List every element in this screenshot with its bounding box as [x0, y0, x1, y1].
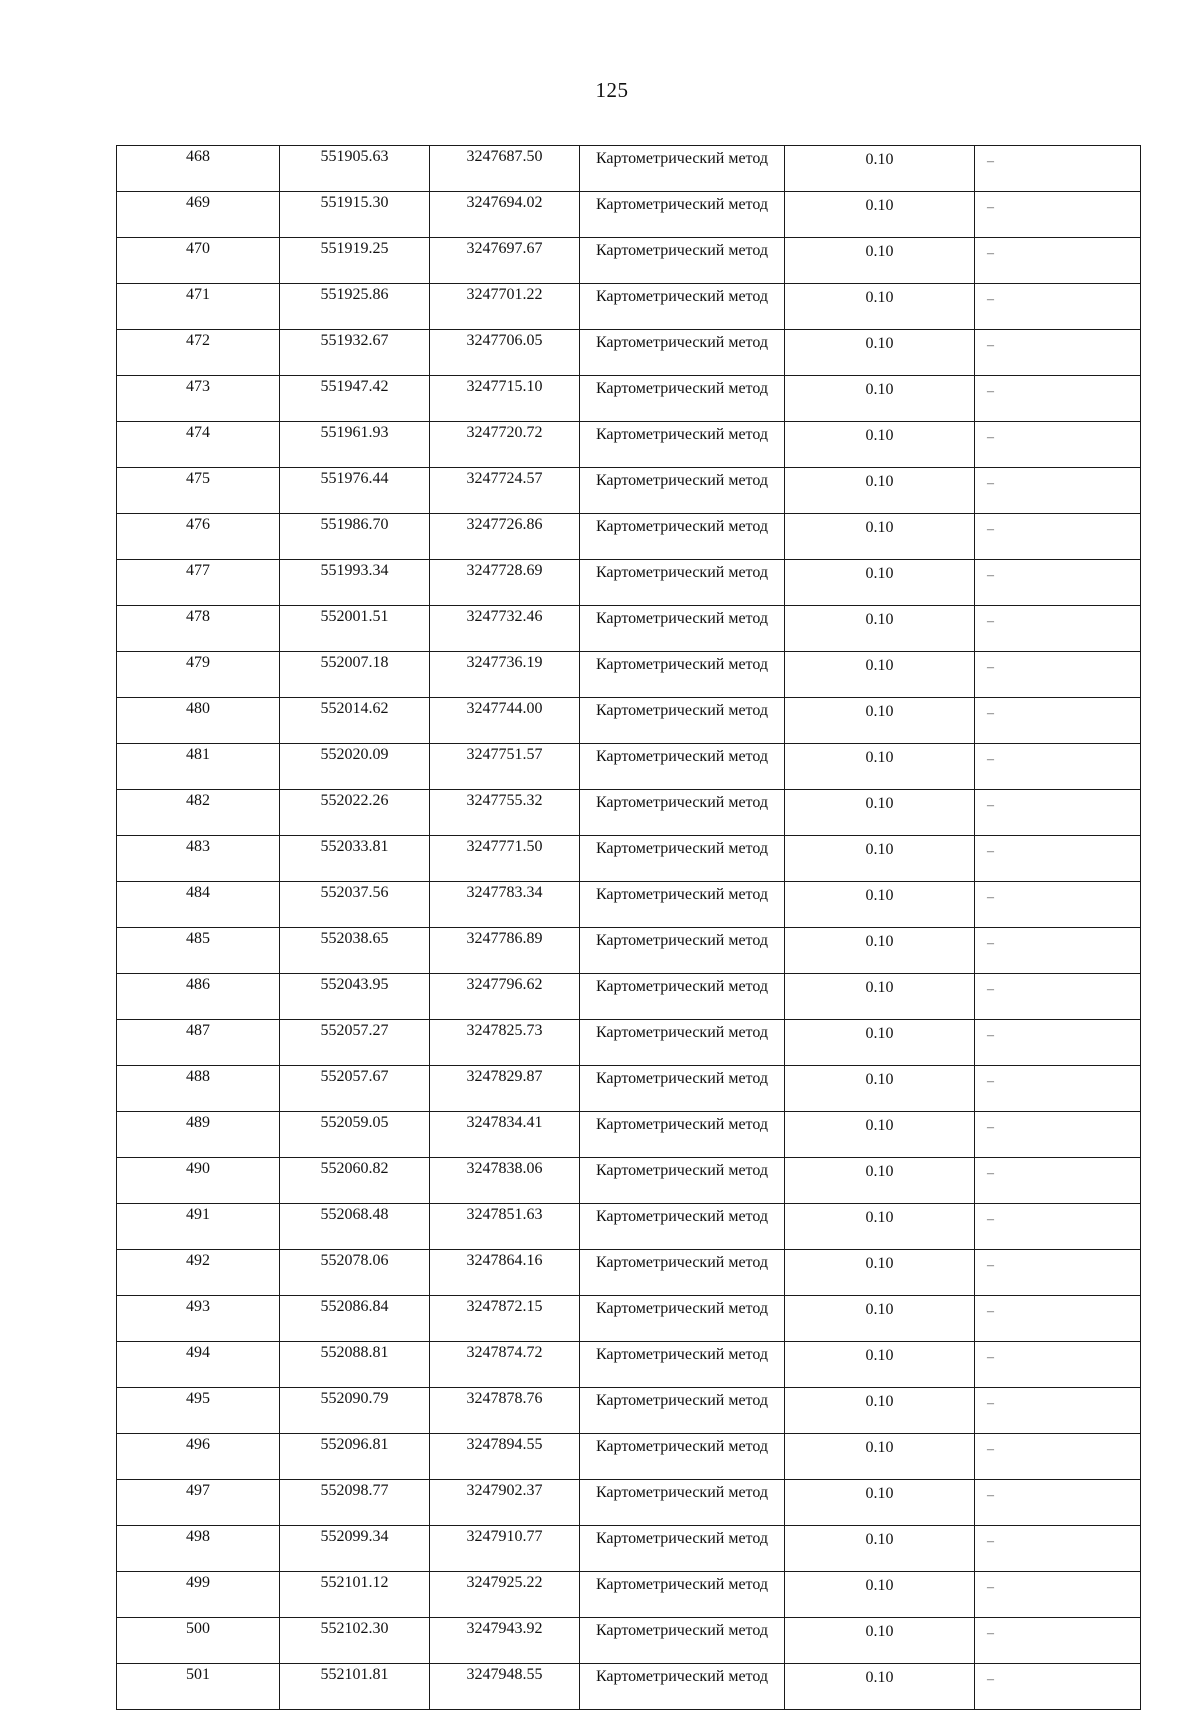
- accuracy-cell: 0.10: [785, 1250, 975, 1296]
- method-cell: Картометрический метод: [580, 882, 785, 928]
- point-number-cell: 497: [117, 1480, 280, 1526]
- x-coordinate-cell: 552033.81: [280, 836, 430, 882]
- note-cell: –: [975, 1158, 1141, 1204]
- method-cell: Картометрический метод: [580, 744, 785, 790]
- note-cell: –: [975, 1296, 1141, 1342]
- accuracy-cell: 0.10: [785, 514, 975, 560]
- note-cell: –: [975, 1020, 1141, 1066]
- x-coordinate-cell: 552043.95: [280, 974, 430, 1020]
- method-cell: Картометрический метод: [580, 790, 785, 836]
- table-row: [117, 1066, 1141, 1112]
- table-row: [117, 882, 1141, 928]
- x-coordinate-cell: 552078.06: [280, 1250, 430, 1296]
- table-row: [117, 1250, 1141, 1296]
- x-coordinate-cell: 552014.62: [280, 698, 430, 744]
- point-number-cell: 488: [117, 1066, 280, 1112]
- note-cell: –: [975, 974, 1141, 1020]
- y-coordinate-cell: 3247834.41: [430, 1112, 580, 1158]
- method-cell: Картометрический метод: [580, 1664, 785, 1710]
- method-cell: Картометрический метод: [580, 560, 785, 606]
- note-cell: –: [975, 1664, 1141, 1710]
- method-cell: Картометрический метод: [580, 1526, 785, 1572]
- table-row: [117, 1020, 1141, 1066]
- method-cell: Картометрический метод: [580, 1296, 785, 1342]
- page-number: 125: [595, 78, 629, 102]
- y-coordinate-cell: 3247910.77: [430, 1526, 580, 1572]
- accuracy-cell: 0.10: [785, 422, 975, 468]
- method-cell: Картометрический метод: [580, 1572, 785, 1618]
- coordinates-table-body: [117, 146, 1141, 1710]
- table-row: [117, 698, 1141, 744]
- method-cell: Картометрический метод: [580, 376, 785, 422]
- x-coordinate-cell: 551932.67: [280, 330, 430, 376]
- accuracy-cell: 0.10: [785, 882, 975, 928]
- point-number-cell: 486: [117, 974, 280, 1020]
- x-coordinate-cell: 551993.34: [280, 560, 430, 606]
- y-coordinate-cell: 3247874.72: [430, 1342, 580, 1388]
- method-cell: Картометрический метод: [580, 1434, 785, 1480]
- y-coordinate-cell: 3247732.46: [430, 606, 580, 652]
- accuracy-cell: 0.10: [785, 606, 975, 652]
- method-cell: Картометрический метод: [580, 1066, 785, 1112]
- note-cell: –: [975, 330, 1141, 376]
- point-number-cell: 474: [117, 422, 280, 468]
- y-coordinate-cell: 3247872.15: [430, 1296, 580, 1342]
- method-cell: Картометрический метод: [580, 468, 785, 514]
- note-cell: –: [975, 1112, 1141, 1158]
- x-coordinate-cell: 551961.93: [280, 422, 430, 468]
- x-coordinate-cell: 552037.56: [280, 882, 430, 928]
- method-cell: Картометрический метод: [580, 422, 785, 468]
- point-number-cell: 498: [117, 1526, 280, 1572]
- accuracy-cell: 0.10: [785, 744, 975, 790]
- method-cell: Картометрический метод: [580, 514, 785, 560]
- accuracy-cell: 0.10: [785, 238, 975, 284]
- method-cell: Картометрический метод: [580, 330, 785, 376]
- y-coordinate-cell: 3247744.00: [430, 698, 580, 744]
- y-coordinate-cell: 3247724.57: [430, 468, 580, 514]
- y-coordinate-cell: 3247697.67: [430, 238, 580, 284]
- note-cell: –: [975, 468, 1141, 514]
- table-row: [117, 1526, 1141, 1572]
- accuracy-cell: 0.10: [785, 1112, 975, 1158]
- table-row: [117, 606, 1141, 652]
- x-coordinate-cell: 551919.25: [280, 238, 430, 284]
- accuracy-cell: 0.10: [785, 1526, 975, 1572]
- point-number-cell: 489: [117, 1112, 280, 1158]
- note-cell: –: [975, 146, 1141, 192]
- accuracy-cell: 0.10: [785, 698, 975, 744]
- note-cell: –: [975, 698, 1141, 744]
- y-coordinate-cell: 3247878.76: [430, 1388, 580, 1434]
- y-coordinate-cell: 3247902.37: [430, 1480, 580, 1526]
- point-number-cell: 491: [117, 1204, 280, 1250]
- accuracy-cell: 0.10: [785, 1618, 975, 1664]
- method-cell: Картометрический метод: [580, 1480, 785, 1526]
- accuracy-cell: 0.10: [785, 1342, 975, 1388]
- method-cell: Картометрический метод: [580, 606, 785, 652]
- point-number-cell: 476: [117, 514, 280, 560]
- y-coordinate-cell: 3247943.92: [430, 1618, 580, 1664]
- x-coordinate-cell: 551947.42: [280, 376, 430, 422]
- y-coordinate-cell: 3247783.34: [430, 882, 580, 928]
- x-coordinate-cell: 552022.26: [280, 790, 430, 836]
- x-coordinate-cell: 552101.81: [280, 1664, 430, 1710]
- method-cell: Картометрический метод: [580, 284, 785, 330]
- point-number-cell: 473: [117, 376, 280, 422]
- accuracy-cell: 0.10: [785, 560, 975, 606]
- y-coordinate-cell: 3247786.89: [430, 928, 580, 974]
- note-cell: –: [975, 1342, 1141, 1388]
- method-cell: Картометрический метод: [580, 698, 785, 744]
- x-coordinate-cell: 551905.63: [280, 146, 430, 192]
- method-cell: Картометрический метод: [580, 1388, 785, 1434]
- y-coordinate-cell: 3247720.72: [430, 422, 580, 468]
- accuracy-cell: 0.10: [785, 1434, 975, 1480]
- note-cell: –: [975, 514, 1141, 560]
- x-coordinate-cell: 552059.05: [280, 1112, 430, 1158]
- x-coordinate-cell: 552099.34: [280, 1526, 430, 1572]
- note-cell: –: [975, 192, 1141, 238]
- method-cell: Картометрический метод: [580, 146, 785, 192]
- x-coordinate-cell: 551925.86: [280, 284, 430, 330]
- y-coordinate-cell: 3247771.50: [430, 836, 580, 882]
- note-cell: –: [975, 1066, 1141, 1112]
- x-coordinate-cell: 551976.44: [280, 468, 430, 514]
- y-coordinate-cell: 3247728.69: [430, 560, 580, 606]
- accuracy-cell: 0.10: [785, 146, 975, 192]
- x-coordinate-cell: 552001.51: [280, 606, 430, 652]
- table-row: [117, 1480, 1141, 1526]
- point-number-cell: 484: [117, 882, 280, 928]
- x-coordinate-cell: 552090.79: [280, 1388, 430, 1434]
- accuracy-cell: 0.10: [785, 1158, 975, 1204]
- table-row: [117, 514, 1141, 560]
- y-coordinate-cell: 3247829.87: [430, 1066, 580, 1112]
- note-cell: –: [975, 928, 1141, 974]
- table-row: [117, 238, 1141, 284]
- note-cell: –: [975, 376, 1141, 422]
- point-number-cell: 485: [117, 928, 280, 974]
- point-number-cell: 483: [117, 836, 280, 882]
- note-cell: –: [975, 1618, 1141, 1664]
- accuracy-cell: 0.10: [785, 1066, 975, 1112]
- point-number-cell: 472: [117, 330, 280, 376]
- coordinates-table: [116, 145, 1141, 1710]
- point-number-cell: 492: [117, 1250, 280, 1296]
- accuracy-cell: 0.10: [785, 1480, 975, 1526]
- x-coordinate-cell: 552088.81: [280, 1342, 430, 1388]
- note-cell: –: [975, 882, 1141, 928]
- point-number-cell: 493: [117, 1296, 280, 1342]
- note-cell: –: [975, 422, 1141, 468]
- y-coordinate-cell: 3247925.22: [430, 1572, 580, 1618]
- point-number-cell: 481: [117, 744, 280, 790]
- x-coordinate-cell: 552101.12: [280, 1572, 430, 1618]
- y-coordinate-cell: 3247851.63: [430, 1204, 580, 1250]
- note-cell: –: [975, 1526, 1141, 1572]
- note-cell: –: [975, 1434, 1141, 1480]
- method-cell: Картометрический метод: [580, 928, 785, 974]
- y-coordinate-cell: 3247894.55: [430, 1434, 580, 1480]
- table-row: [117, 928, 1141, 974]
- x-coordinate-cell: 552102.30: [280, 1618, 430, 1664]
- point-number-cell: 494: [117, 1342, 280, 1388]
- point-number-cell: 475: [117, 468, 280, 514]
- method-cell: Картометрический метод: [580, 1250, 785, 1296]
- table-row: [117, 1664, 1141, 1710]
- x-coordinate-cell: 552038.65: [280, 928, 430, 974]
- x-coordinate-cell: 551986.70: [280, 514, 430, 560]
- table-row: [117, 1204, 1141, 1250]
- point-number-cell: 470: [117, 238, 280, 284]
- table-row: [117, 1618, 1141, 1664]
- point-number-cell: 478: [117, 606, 280, 652]
- table-row: [117, 836, 1141, 882]
- method-cell: Картометрический метод: [580, 1158, 785, 1204]
- table-row: [117, 1158, 1141, 1204]
- point-number-cell: 487: [117, 1020, 280, 1066]
- method-cell: Картометрический метод: [580, 1020, 785, 1066]
- y-coordinate-cell: 3247701.22: [430, 284, 580, 330]
- x-coordinate-cell: 552060.82: [280, 1158, 430, 1204]
- y-coordinate-cell: 3247726.86: [430, 514, 580, 560]
- method-cell: Картометрический метод: [580, 238, 785, 284]
- accuracy-cell: 0.10: [785, 1388, 975, 1434]
- method-cell: Картометрический метод: [580, 974, 785, 1020]
- accuracy-cell: 0.10: [785, 284, 975, 330]
- y-coordinate-cell: 3247864.16: [430, 1250, 580, 1296]
- y-coordinate-cell: 3247755.32: [430, 790, 580, 836]
- accuracy-cell: 0.10: [785, 376, 975, 422]
- table-row: [117, 790, 1141, 836]
- point-number-cell: 501: [117, 1664, 280, 1710]
- note-cell: –: [975, 238, 1141, 284]
- table-row: [117, 1572, 1141, 1618]
- x-coordinate-cell: 552057.67: [280, 1066, 430, 1112]
- point-number-cell: 499: [117, 1572, 280, 1618]
- note-cell: –: [975, 1250, 1141, 1296]
- note-cell: –: [975, 284, 1141, 330]
- accuracy-cell: 0.10: [785, 1296, 975, 1342]
- table-row: [117, 146, 1141, 192]
- point-number-cell: 469: [117, 192, 280, 238]
- accuracy-cell: 0.10: [785, 836, 975, 882]
- y-coordinate-cell: 3247687.50: [430, 146, 580, 192]
- table-row: [117, 974, 1141, 1020]
- note-cell: –: [975, 744, 1141, 790]
- y-coordinate-cell: 3247736.19: [430, 652, 580, 698]
- method-cell: Картометрический метод: [580, 1204, 785, 1250]
- note-cell: –: [975, 606, 1141, 652]
- accuracy-cell: 0.10: [785, 192, 975, 238]
- y-coordinate-cell: 3247838.06: [430, 1158, 580, 1204]
- table-row: [117, 284, 1141, 330]
- note-cell: –: [975, 652, 1141, 698]
- table-row: [117, 330, 1141, 376]
- table-row: [117, 1296, 1141, 1342]
- method-cell: Картометрический метод: [580, 1112, 785, 1158]
- accuracy-cell: 0.10: [785, 468, 975, 514]
- x-coordinate-cell: 552057.27: [280, 1020, 430, 1066]
- accuracy-cell: 0.10: [785, 652, 975, 698]
- x-coordinate-cell: 552086.84: [280, 1296, 430, 1342]
- x-coordinate-cell: 552096.81: [280, 1434, 430, 1480]
- table-row: [117, 652, 1141, 698]
- point-number-cell: 471: [117, 284, 280, 330]
- accuracy-cell: 0.10: [785, 790, 975, 836]
- y-coordinate-cell: 3247694.02: [430, 192, 580, 238]
- accuracy-cell: 0.10: [785, 1204, 975, 1250]
- accuracy-cell: 0.10: [785, 974, 975, 1020]
- point-number-cell: 490: [117, 1158, 280, 1204]
- point-number-cell: 477: [117, 560, 280, 606]
- table-row: [117, 560, 1141, 606]
- table-row: [117, 744, 1141, 790]
- note-cell: –: [975, 1480, 1141, 1526]
- point-number-cell: 468: [117, 146, 280, 192]
- method-cell: Картометрический метод: [580, 192, 785, 238]
- y-coordinate-cell: 3247751.57: [430, 744, 580, 790]
- accuracy-cell: 0.10: [785, 1664, 975, 1710]
- method-cell: Картометрический метод: [580, 1618, 785, 1664]
- point-number-cell: 495: [117, 1388, 280, 1434]
- x-coordinate-cell: 552007.18: [280, 652, 430, 698]
- y-coordinate-cell: 3247948.55: [430, 1664, 580, 1710]
- point-number-cell: 480: [117, 698, 280, 744]
- point-number-cell: 500: [117, 1618, 280, 1664]
- note-cell: –: [975, 836, 1141, 882]
- note-cell: –: [975, 1388, 1141, 1434]
- method-cell: Картометрический метод: [580, 1342, 785, 1388]
- table-row: [117, 1434, 1141, 1480]
- point-number-cell: 482: [117, 790, 280, 836]
- point-number-cell: 479: [117, 652, 280, 698]
- x-coordinate-cell: 552020.09: [280, 744, 430, 790]
- y-coordinate-cell: 3247715.10: [430, 376, 580, 422]
- accuracy-cell: 0.10: [785, 330, 975, 376]
- table-row: [117, 468, 1141, 514]
- table-row: [117, 192, 1141, 238]
- y-coordinate-cell: 3247796.62: [430, 974, 580, 1020]
- y-coordinate-cell: 3247706.05: [430, 330, 580, 376]
- note-cell: –: [975, 560, 1141, 606]
- table-row: [117, 1388, 1141, 1434]
- note-cell: –: [975, 1204, 1141, 1250]
- note-cell: –: [975, 790, 1141, 836]
- accuracy-cell: 0.10: [785, 928, 975, 974]
- method-cell: Картометрический метод: [580, 652, 785, 698]
- y-coordinate-cell: 3247825.73: [430, 1020, 580, 1066]
- table-row: [117, 376, 1141, 422]
- table-row: [117, 1112, 1141, 1158]
- x-coordinate-cell: 551915.30: [280, 192, 430, 238]
- x-coordinate-cell: 552068.48: [280, 1204, 430, 1250]
- method-cell: Картометрический метод: [580, 836, 785, 882]
- point-number-cell: 496: [117, 1434, 280, 1480]
- note-cell: –: [975, 1572, 1141, 1618]
- table-row: [117, 422, 1141, 468]
- x-coordinate-cell: 552098.77: [280, 1480, 430, 1526]
- accuracy-cell: 0.10: [785, 1020, 975, 1066]
- table-row: [117, 1342, 1141, 1388]
- accuracy-cell: 0.10: [785, 1572, 975, 1618]
